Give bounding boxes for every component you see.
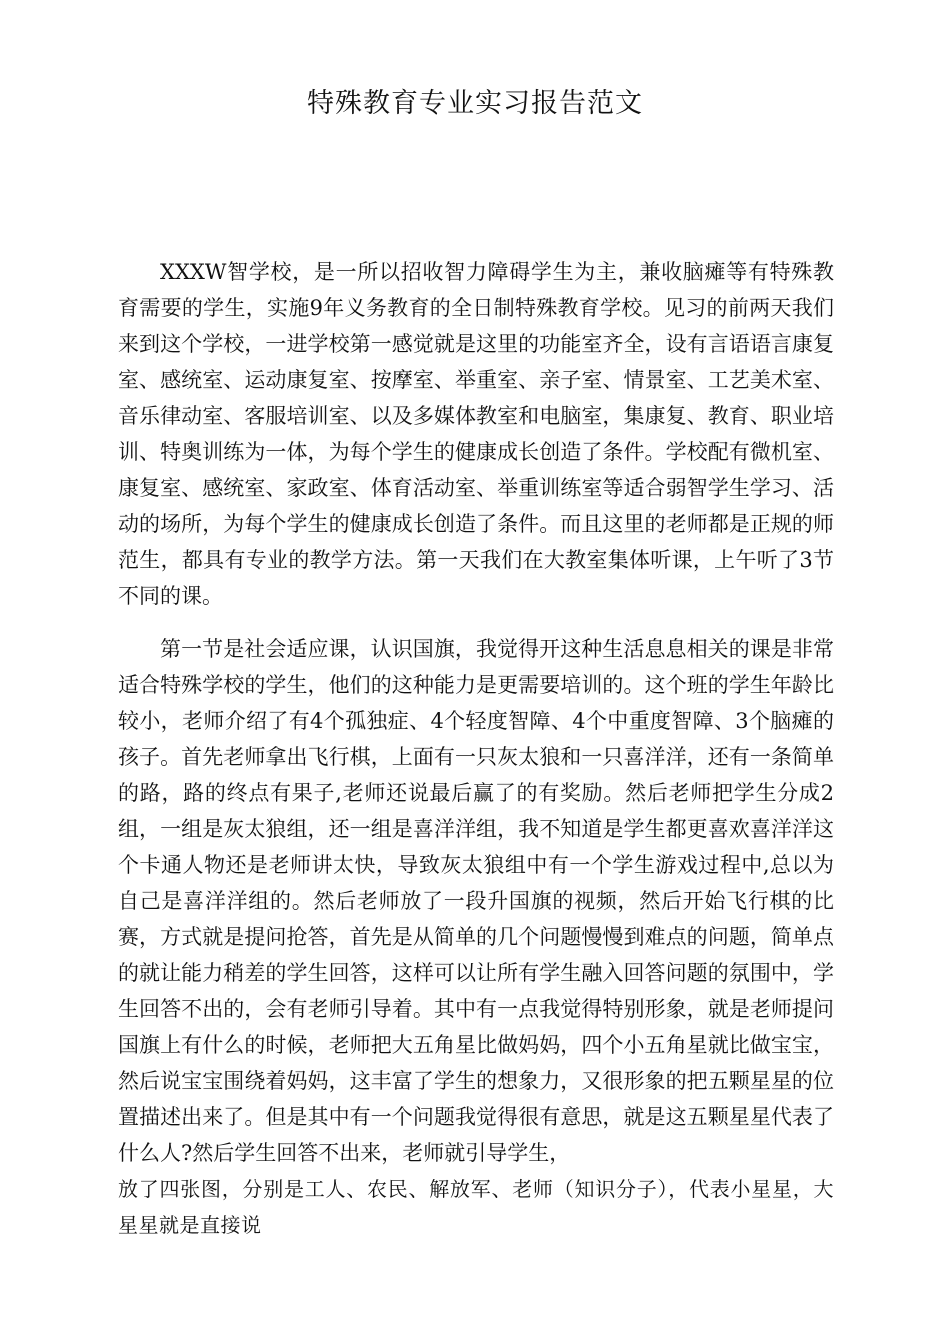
paragraph-1: XXXW智学校，是一所以招收智力障碍学生为主，兼收脑瘫等有特殊教育需要的学生，实施9年义务教育的全日制特殊教育学校。见习的前两天我们来到这个学校，一进学校第一感觉就是这里的功能室齐全，设有言语语言康复室、感统室、运动康复室、按摩室、举重室、亲子室、情景室、工艺美术室、音乐律动室、客服培训室、以及多媒体教室和电脑室，集康复、教育、职业培训、特奥训练为一体，为每个学生的健康成长创造了条件。学校配有微机室、康复室、感统室、家政室、体育活动室、举重训练室等适合弱智学生学习、活动的场所，为每个学生的健康成长创造了条件。而且这里的老师都是正规的师范生，都具有专业的教学方法。第一天我们在大教室集体听课，上午听了3节不同的课。 bbox=[118, 260, 834, 608]
paragraph-3: 放了四张图，分别是工人、农民、解放军、老师（知识分子），代表小星星，大星星就是直接说 bbox=[118, 1177, 834, 1237]
paragraph-2: 第一节是社会适应课，认识国旗，我觉得开这种生活息息相关的课是非常适合特殊学校的学生，他们的这种能力是更需要培训的。这个班的学生年龄比较小，老师介绍了有4个孤独症、4个轻度智障、4个中重度智障、3个脑瘫的孩子。首先老师拿出飞行棋，上面有一只灰太狼和一只喜洋洋，还有一条简单的路，路的终点有果子,老师还说最后赢了的有奖励。然后老师把学生分成2组，一组是灰太狼组，还一组是喜洋洋组，我不知道是学生都更喜欢喜洋洋这个卡通人物还是老师讲太快，导致灰太狼组中有一个学生游戏过程中,总以为自己是喜洋洋组的。然后老师放了一段升国旗的视频，然后开始飞行棋的比赛，方式就是提问抢答，首先是从简单的几个问题慢慢到难点的问题，简单点的就让能力稍差的学生回答，这样可以让所有学生融入回答问题的氛围中，学生回答不出的，会有老师引导着。其中有一点我觉得特别形象，就是老师提问国旗上有什么的时候，老师把大五角星比做妈妈，四个小五角星就比做宝宝，然后说宝宝围绕着妈妈，这丰富了学生的想象力，又很形象的把五颗星星的位置描述出来了。但是其中有一个问题我觉得很有意思，就是这五颗星星代表了什么人?然后学生回答不出来，老师就引导学生， bbox=[118, 637, 834, 1165]
document-body bbox=[118, 254, 834, 1243]
document-title: 特殊教育专业实习报告范文 bbox=[307, 88, 643, 119]
